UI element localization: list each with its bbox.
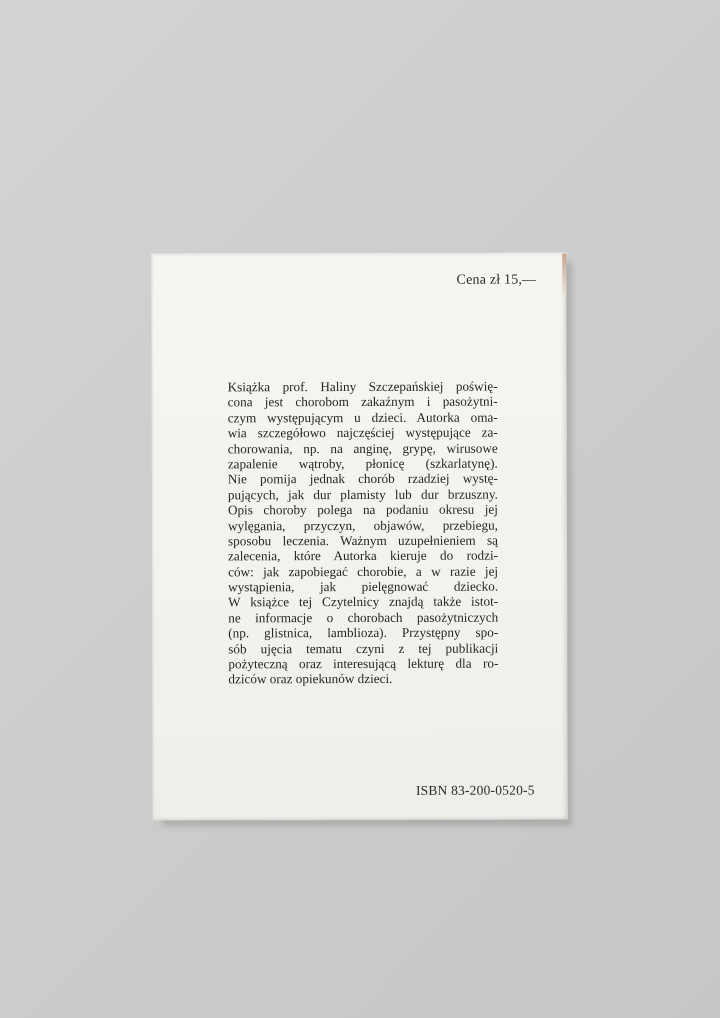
description-line: dziców oraz opiekunów dzieci.: [228, 671, 393, 687]
cover-edge: [562, 253, 566, 293]
description-line: pujących, jak dur plamisty lub dur brzuszny.: [227, 486, 498, 503]
description-line: Opis choroby polega na podaniu okresu jej: [227, 501, 498, 518]
description-line: sposobu leczenia. Ważnym uzupełnieniem są: [227, 532, 499, 549]
description-line: wystąpienia, jak pielęgnować dziecko.: [228, 578, 499, 595]
description-line: pożyteczną oraz interesującą lekturę dla ro-: [228, 655, 499, 672]
description-line: zapalenie wątroby, płonicę (szkarlatynę).: [227, 455, 498, 472]
description-line: (np. glistnica, lamblioza). Przystępny spo-: [228, 624, 499, 641]
description-line: W książce tej Czytelnicy znajdą także istot-: [228, 594, 499, 610]
description-line: ne informacje o chorobach pasożytniczych: [228, 609, 499, 626]
description-line: zalecenia, które Autorka kieruje do rodzi-: [228, 547, 499, 564]
book-description: [228, 379, 499, 688]
description-line: czym występującym u dzieci. Autorka oma-: [227, 409, 498, 426]
isbn-label: ISBN 83-200-0520-5: [415, 782, 535, 798]
description-line: Książka prof. Haliny Szczepańskiej poświę-: [227, 378, 498, 395]
description-line: ców: jak zapobiegać chorobie, a w razie jej: [228, 563, 499, 580]
price-label: Cena zł 15,—: [456, 272, 537, 288]
description-line: Nie pomija jednak chorób rzadziej wystę-: [227, 470, 498, 487]
description-line: cona jest chorobom zakaźnym i pasożytni-: [227, 394, 498, 410]
book-back-cover: [151, 252, 567, 820]
description-line: chorowania, np. na anginę, grypę, wirusowe: [227, 440, 498, 456]
description-line: wia szczegółowo najczęściej występujące za-: [227, 424, 498, 441]
description-line: sób ujęcia tematu czyni z tej publikacji: [228, 640, 499, 656]
description-line: wylęgania, przyczyn, objawów, przebiegu,: [227, 517, 498, 533]
